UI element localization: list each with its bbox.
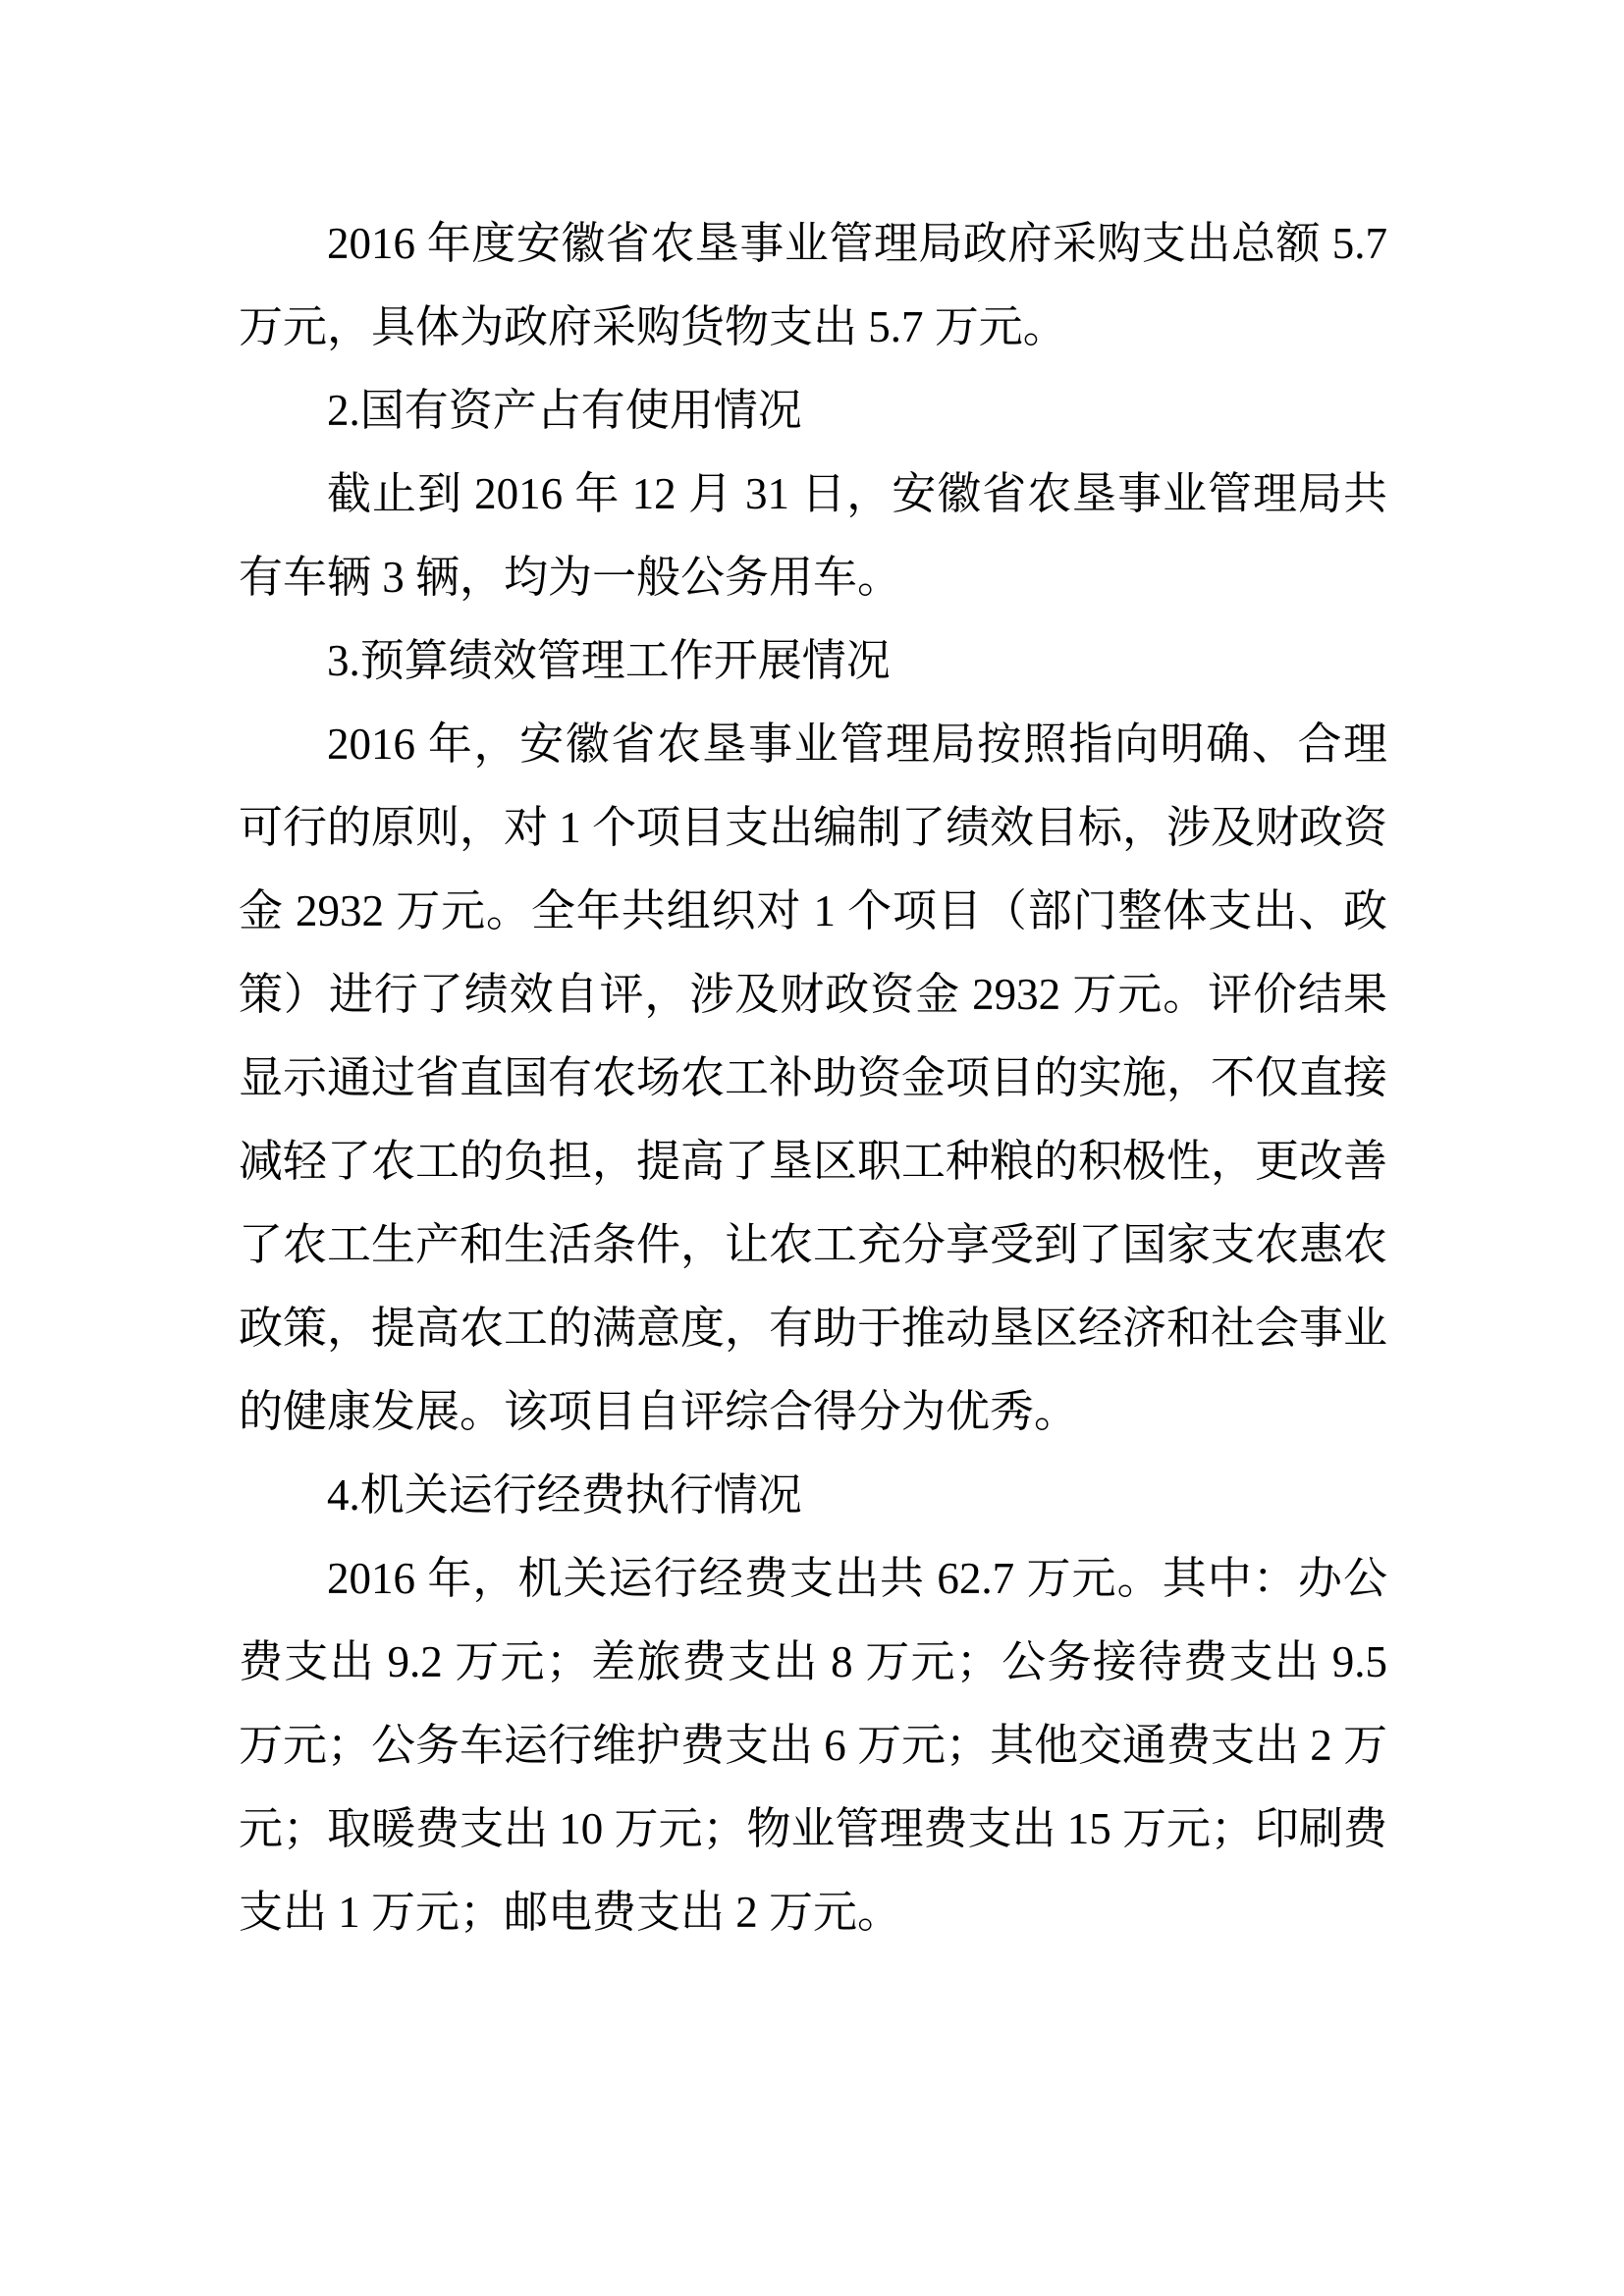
heading-operating-costs: 4.机关运行经费执行情况 <box>327 1470 802 1520</box>
para-operating-costs-detail: 2016 年，机关运行经费支出共 62.7 万元。其中：办公费支出 9.2 万元；差旅费支出 8 万元；公务接待费支出 9.5 万元；公务车运行维护费支出 6 万元；其他交通费支出 2 万元；取暖费支出 10 万元；物业管理费支出 15 万元；印刷费支出 1 万元；邮电费支出 2 万元。 <box>239 1554 1388 1937</box>
heading-state-assets: 2.国有资产占有使用情况 <box>327 386 802 435</box>
para-performance-detail: 2016 年，安徽省农垦事业管理局按照指向明确、合理可行的原则，对 1 个项目支出编制了绩效目标，涉及财政资金 2932 万元。全年共组织对 1 个项目（部门整体支出、政策）进行了绩效自评，涉及财政资金 2932 万元。评价结果显示通过省直国有农场农工补助资金项目的实施，不仅直接减轻了农工的负担，提高了垦区职工种粮的积极性，更改善了农工生产和生活条件，让农工充分享受到了国家支农惠农政策，提高农工的满意度，有助于推动垦区经济和社会事业的健康发展。该项目自评综合得分为优秀。 <box>239 720 1388 1436</box>
document-text-block <box>239 202 1387 1954</box>
heading-budget-performance: 3.预算绩效管理工作开展情况 <box>327 636 891 685</box>
para-procurement-total: 2016 年度安徽省农垦事业管理局政府采购支出总额 5.7 万元，具体为政府采购货物支出 5.7 万元。 <box>239 219 1387 351</box>
para-vehicles: 截止到 2016 年 12 月 31 日，安徽省农垦事业管理局共有车辆 3 辆，均为一般公务用车。 <box>239 469 1387 602</box>
